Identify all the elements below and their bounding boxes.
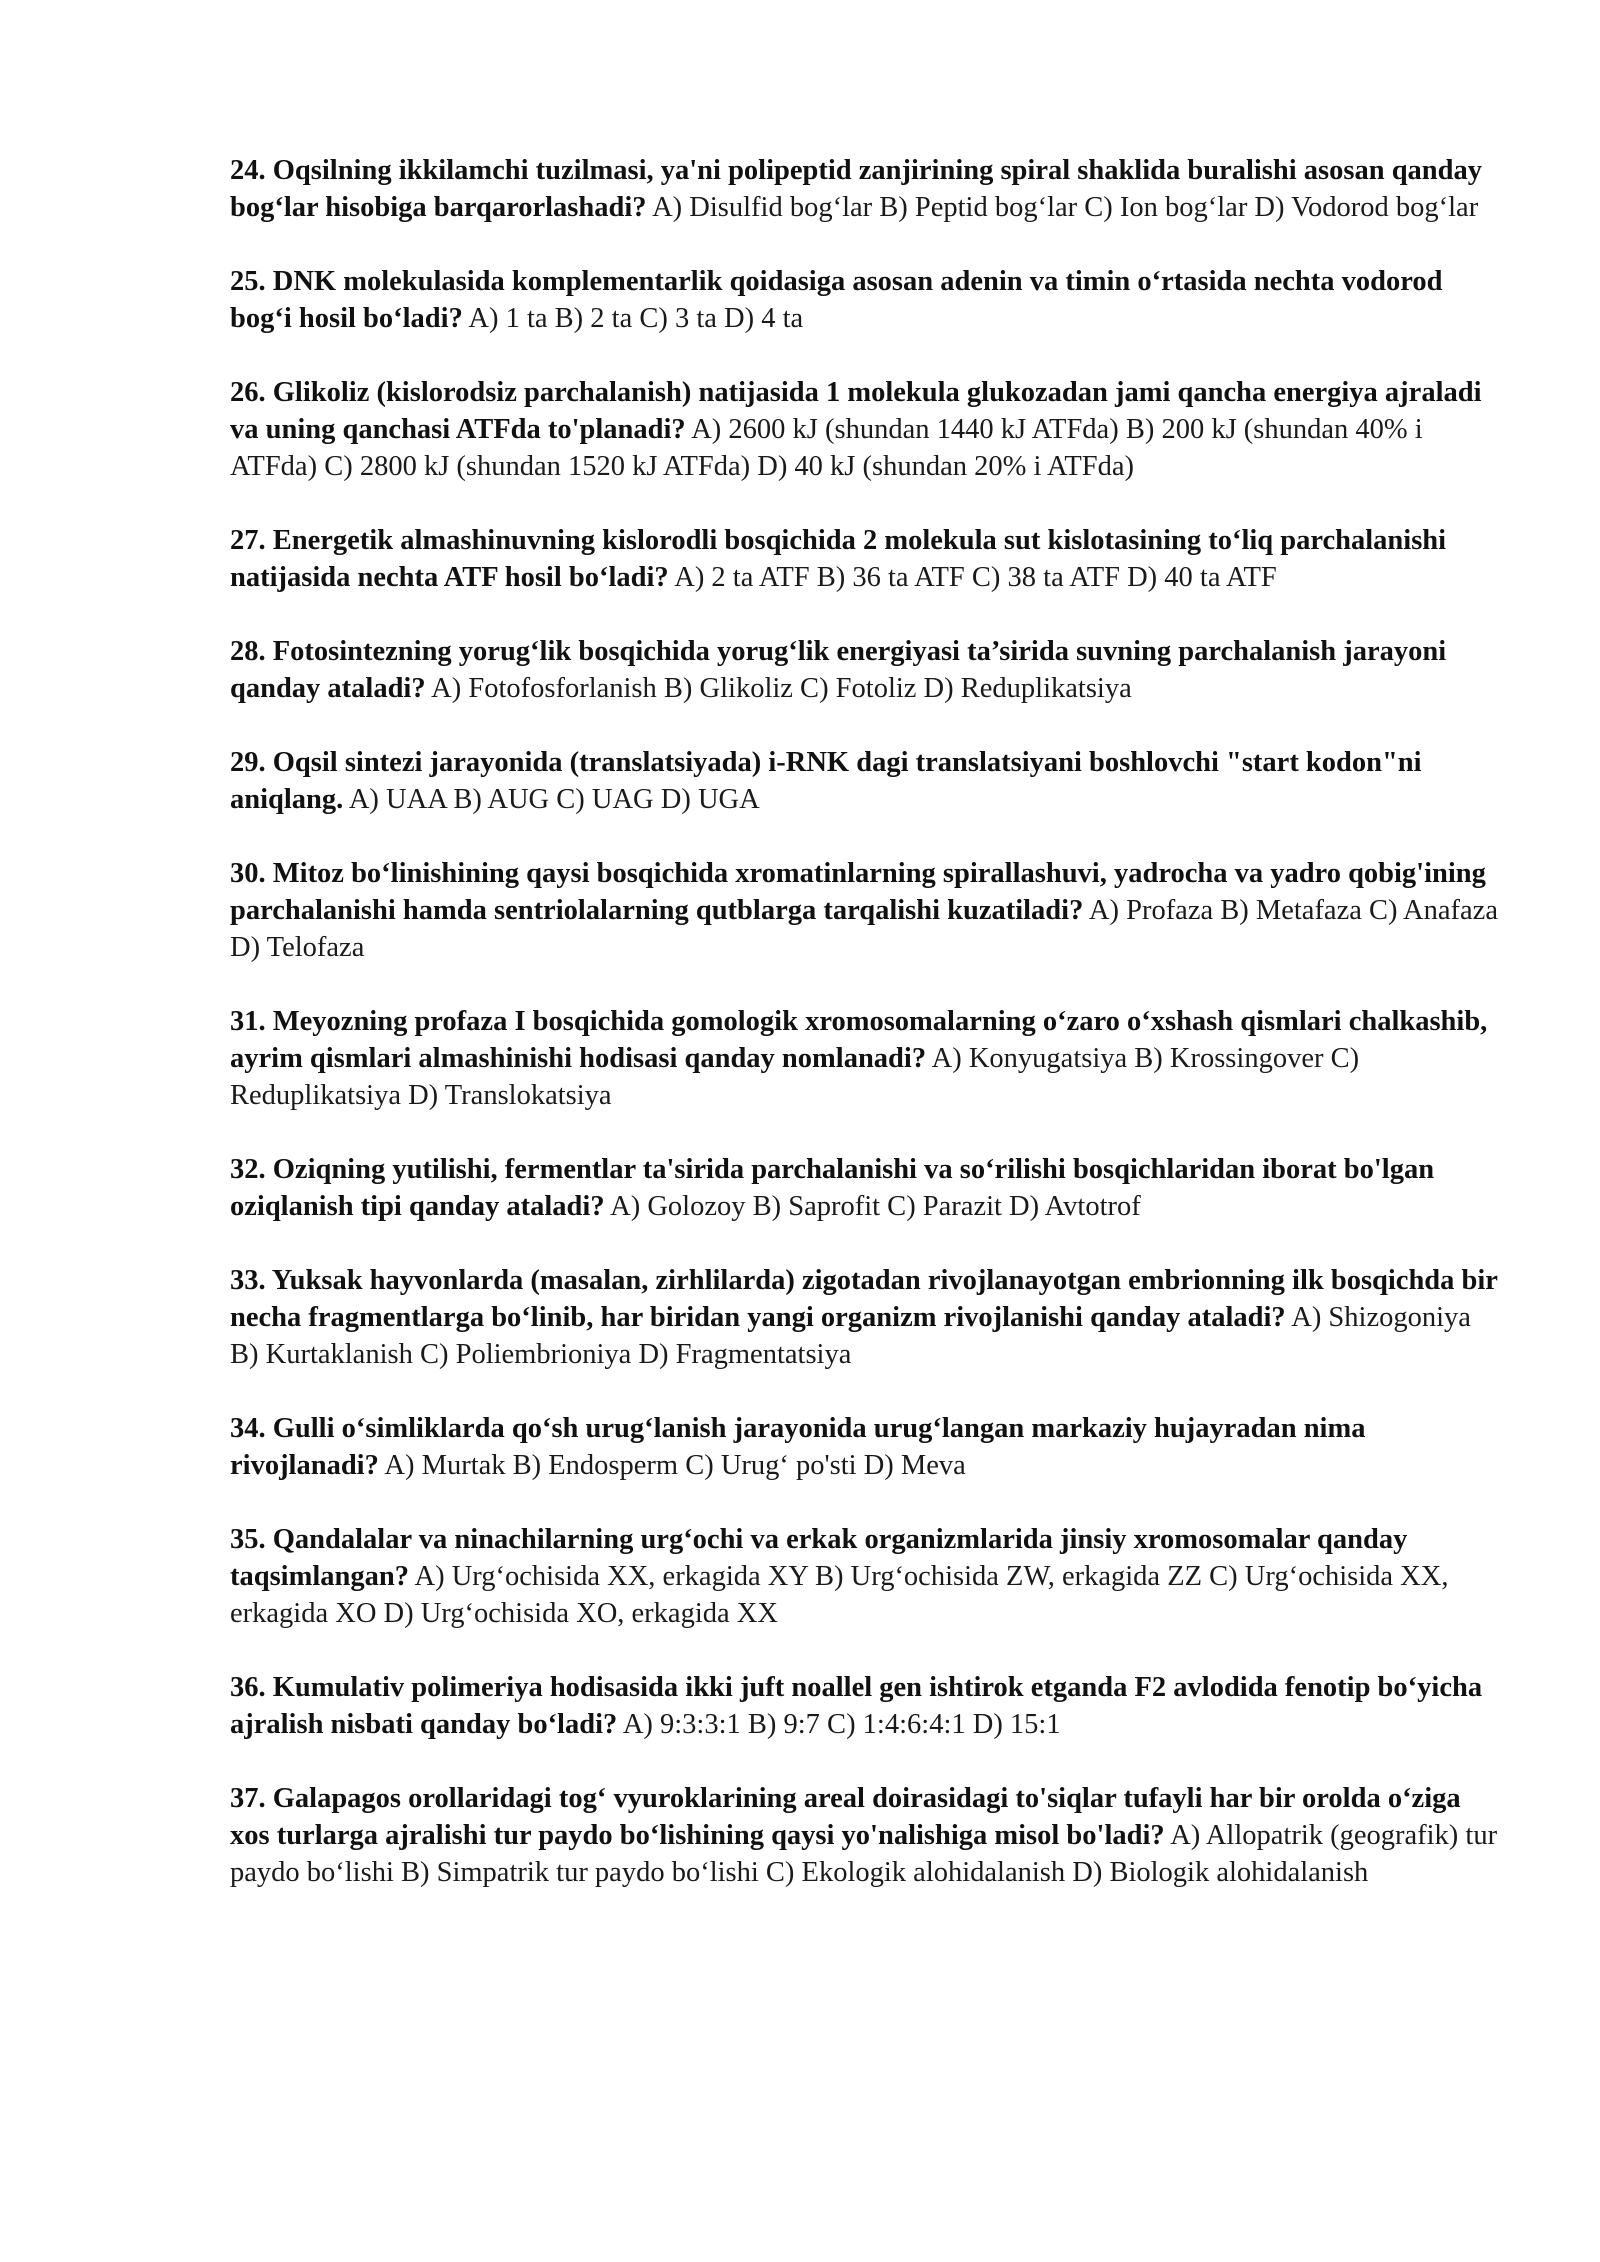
question-32 [230,1151,1500,1225]
question-25 [230,263,1500,337]
question-text: 25. DNK molekulasida komplementarlik qoidasiga asosan adenin va timin o‘rtasida nechta vodorod bog‘i hosil bo‘ladi? [230,266,1443,334]
answer-options: A) 1 ta B) 2 ta C) 3 ta D) 4 ta [468,303,804,334]
answer-options: A) Fotofosforlanish B) Glikoliz C) Fotoliz D) Reduplikatsiya [431,673,1132,704]
answer-options: A) Golozoy B) Saprofit C) Parazit D) Avtotrof [610,1191,1141,1222]
question-text: 31. Meyozning profaza I bosqichida gomologik xromosomalarning o‘zaro o‘xshash qismlari chalkashib, ayrim qismlari almashinishi hodisasi qanday nomlanadi? [230,1006,1488,1074]
question-text: 30. Mitoz bo‘linishining qaysi bosqichida xromatinlarning spirallashuvi, yadrocha va yadro qobig'ining parchalanishi hamda sentriolalarning qutblarga tarqalishi kuzatiladi? [230,858,1486,926]
answer-options: A) Disulfid bog‘lar B) Peptid bog‘lar C) Ion bog‘lar D) Vodorod bog‘lar [652,192,1479,223]
question-text: 24. Oqsilning ikkilamchi tuzilmasi, ya'ni polipeptid zanjirining spiral shaklida buralishi asosan qanday bog‘lar hisobiga barqarorlashadi? [230,155,1482,223]
question-text: 35. Qandalalar va ninachilarning urg‘ochi va erkak organizmlarida jinsiy xromosomalar qanday taqsimlangan? [230,1524,1408,1592]
question-30 [230,855,1500,966]
answer-options: A) 2600 kJ (shundan 1440 kJ ATFda) B) 200 kJ (shundan 40% i ATFda) C) 2800 kJ (shundan 1520 kJ ATFda) D) 40 kJ (shundan 20% i ATFda) [230,414,1423,482]
question-text: 34. Gulli o‘simliklarda qo‘sh urug‘lanish jarayonida urug‘langan markaziy hujayradan nima rivojlanadi? [230,1413,1366,1481]
question-35 [230,1521,1500,1632]
question-26 [230,374,1500,485]
question-27 [230,522,1500,596]
answer-options: A) 2 ta ATF B) 36 ta ATF C) 38 ta ATF D) 40 ta ATF [674,562,1277,593]
answer-options: A) Murtak B) Endosperm C) Urug‘ po'sti D) Meva [384,1450,966,1481]
question-text: 28. Fotosintezning yorug‘lik bosqichida yorug‘lik energiyasi ta’sirida suvning parchalanish jarayoni qanday ataladi? [230,636,1447,704]
question-text: 27. Energetik almashinuvning kislorodli bosqichida 2 molekula sut kislotasining to‘liq parchalanishi natijasida nechta ATF hosil bo‘ladi? [230,525,1447,593]
answer-options: A) Profaza B) Metafaza C) Anafaza D) Telofaza [230,895,1498,963]
question-text: 32. Oziqning yutilishi, fermentlar ta'sirida parchalanishi va so‘rilishi bosqichlaridan iborat bo'lgan oziqlanish tipi qanday ataladi? [230,1154,1435,1222]
answer-options: A) Konyugatsiya B) Krossingover C) Reduplikatsiya D) Translokatsiya [230,1043,1360,1111]
question-text: 29. Oqsil sintezi jarayonida (translatsiyada) i-RNK dagi translatsiyani boshlovchi "start kodon"ni aniqlang. [230,747,1422,815]
answer-options: A) 9:3:3:1 B) 9:7 C) 1:4:6:4:1 D) 15:1 [622,1709,1061,1740]
question-text: 37. Galapagos orollaridagi tog‘ vyuroklarining areal doirasidagi to'siqlar tufayli har bir orolda o‘ziga xos turlarga ajralishi tur paydo bo‘lishining qaysi yo'nalishiga misol bo'ladi? [230,1783,1461,1851]
question-31 [230,1003,1500,1114]
answer-options: A) Urg‘ochisida XX, erkagida XY B) Urg‘ochisida ZW, erkagida ZZ C) Urg‘ochisida XX, erkagida XO D) Urg‘ochisida XO, erkagida XX [230,1561,1449,1629]
question-text: 26. Glikoliz (kislorodsiz parchalanish) natijasida 1 molekula glukozadan jami qancha energiya ajraladi va uning qanchasi ATFda to'planadi? [230,377,1482,445]
question-34 [230,1410,1500,1484]
question-text: 36. Kumulativ polimeriya hodisasida ikki juft noallel gen ishtirok etganda F2 avlodida fenotip bo‘yicha ajralish nisbati qanday bo‘ladi? [230,1672,1483,1740]
question-list [230,152,1500,1928]
question-text: 33. Yuksak hayvonlarda (masalan, zirhlilarda) zigotadan rivojlanayotgan embrionning ilk bosqichda bir necha fragmentlarga bo‘linib, har biridan yangi organizm rivojlanishi qanday ataladi? [230,1265,1498,1333]
question-33 [230,1262,1500,1373]
question-24 [230,152,1500,226]
question-28 [230,633,1500,707]
question-37 [230,1780,1500,1891]
answer-options: A) Allopatrik (geografik) tur paydo bo‘lishi B) Simpatrik tur paydo bo‘lishi C) Ekologik alohidalanish D) Biologik alohidalanish [230,1820,1498,1888]
answer-options: A) Shizogoniya B) Kurtaklanish C) Poliembrioniya D) Fragmentatsiya [230,1302,1471,1370]
answer-options: A) UAA B) AUG C) UAG D) UGA [348,784,760,815]
question-29 [230,744,1500,818]
question-36 [230,1669,1500,1743]
